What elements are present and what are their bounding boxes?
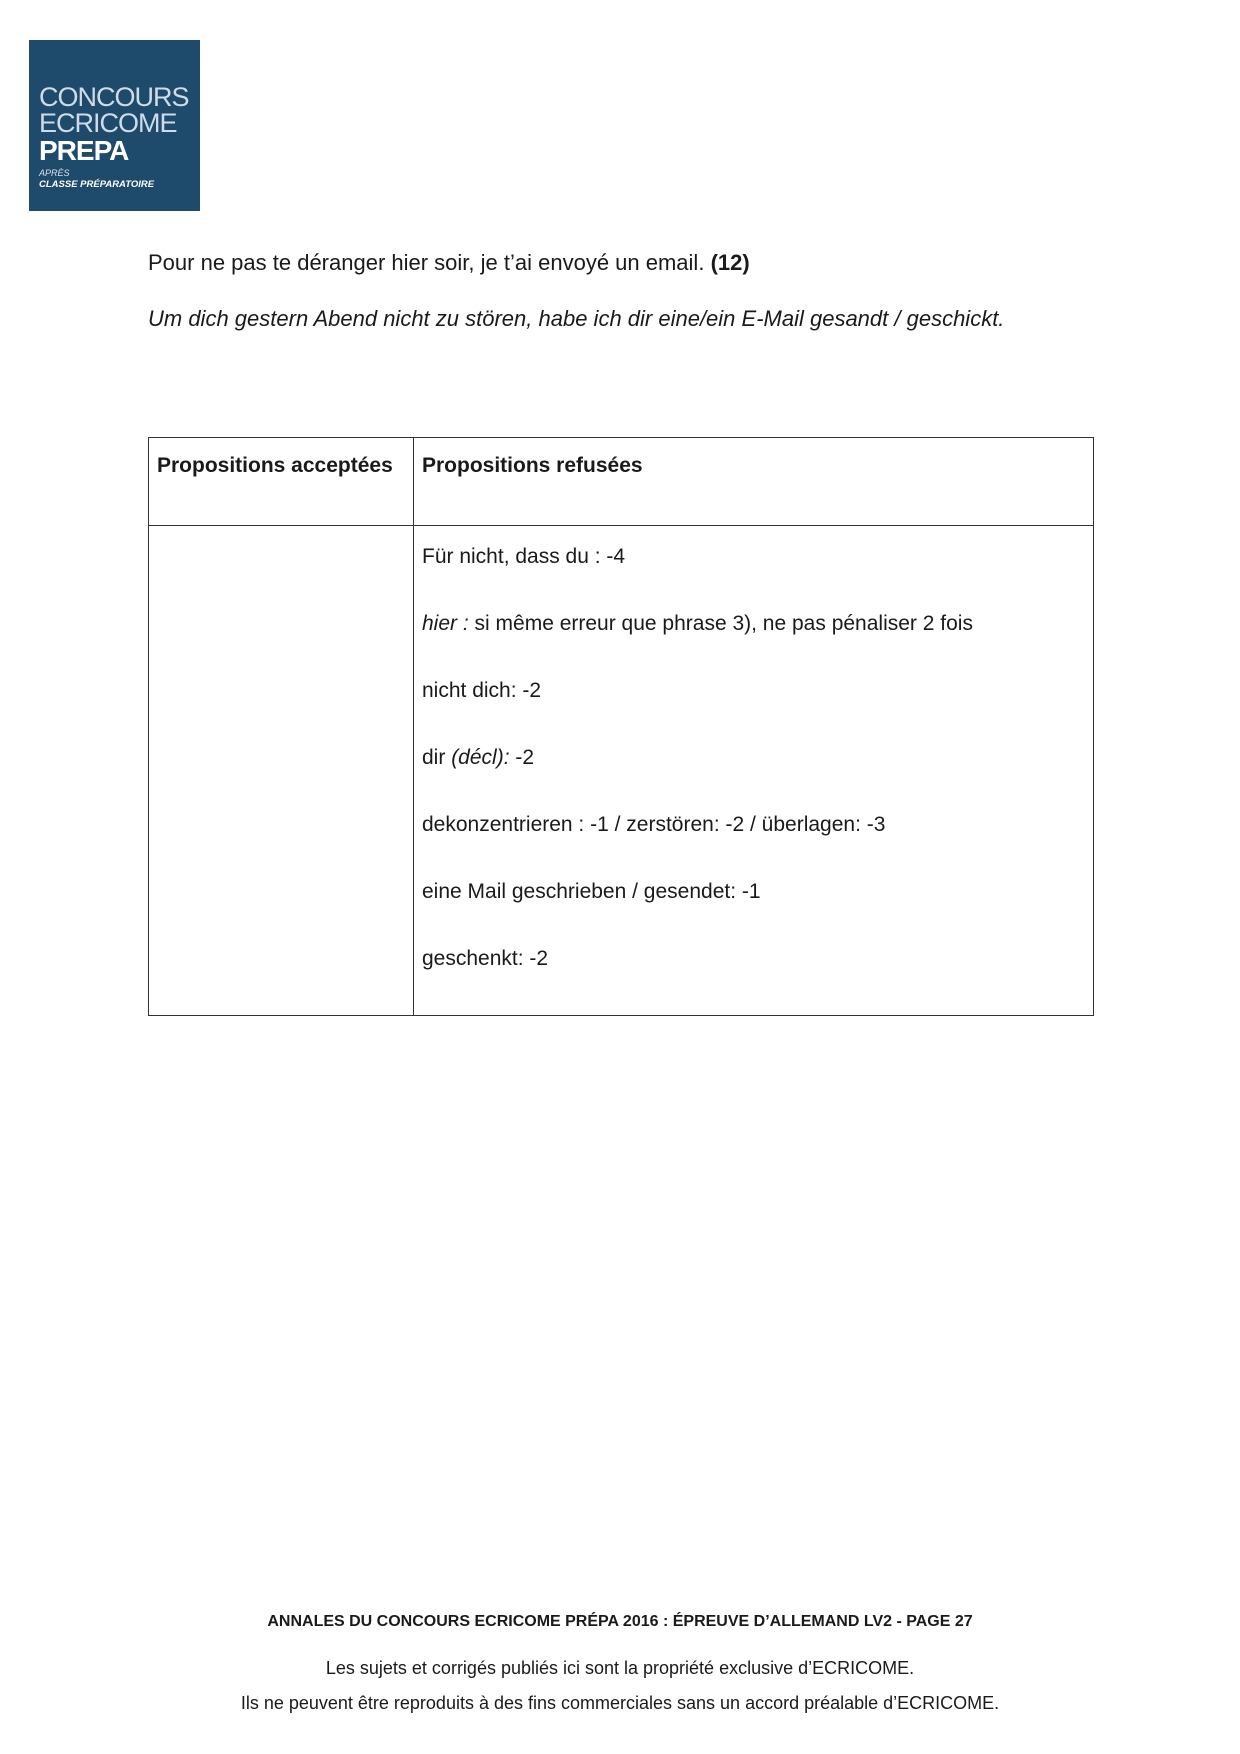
logo-line-prepa: PREPA [39, 135, 129, 166]
refused-item [422, 611, 1085, 678]
question-sentence [148, 250, 750, 276]
refused-item [422, 812, 1085, 879]
grading-table [148, 437, 1094, 1016]
refused-item [422, 946, 1085, 1013]
logo-line-concours: CONCOURS [39, 82, 189, 112]
refused-item-text: eine Mail geschrieben / gesendet: -1 [422, 880, 761, 903]
refused-item-text: nicht dich: -2 [422, 679, 542, 702]
refused-item-italic-mid: (décl): [451, 746, 510, 769]
footer-copyright-line-1: Les sujets et corrigés publiés ici sont la propriété exclusive d’ECRICOME. [325, 1658, 915, 1678]
refused-item-text: dekonzentrieren : -1 / zerstören: -2 / überlagen: -3 [422, 813, 886, 836]
footer-copyright-line-2: Ils ne peuvent être reproduits à des fins commerciales sans un accord préalable d’ECRICOME. [240, 1693, 1000, 1713]
refused-item-rest: -2 [509, 746, 535, 769]
accepted-cell [149, 526, 414, 1016]
refused-item-italic: hier : [422, 612, 469, 635]
model-translation: Um dich gestern Abend nicht zu stören, habe ich dir eine/ein E-Mail gesandt / geschickt. [148, 306, 1005, 331]
header-refused: Propositions refusées [414, 438, 1094, 526]
header-accepted: Propositions acceptées [149, 438, 414, 526]
refused-item-text: si même erreur que phrase 3), ne pas pénaliser 2 fois [468, 612, 973, 635]
refused-item [422, 544, 1085, 611]
refused-item-text: Für nicht, dass du : -4 [422, 545, 626, 568]
logo-line-ecricome: ECRICOME [39, 108, 177, 138]
grading-table-header-row [149, 438, 1094, 526]
refused-item-text: dir [422, 746, 452, 769]
refused-list [422, 544, 1085, 1013]
refused-item [422, 879, 1085, 946]
footer-title: ANNALES DU CONCOURS ECRICOME PRÉPA 2016 : ÉPREUVE D’ALLEMAND LV2 - PAGE 27 [267, 1613, 973, 1630]
refused-cell [414, 526, 1094, 1016]
refused-item [422, 745, 1085, 812]
question-points: (12) [710, 250, 750, 275]
grading-table-body-row [149, 526, 1094, 1016]
ecricome-logo [29, 40, 200, 211]
refused-item-text: geschenkt: -2 [422, 947, 549, 970]
question-text: Pour ne pas te déranger hier soir, je t’ai envoyé un email. [148, 250, 705, 275]
refused-item [422, 678, 1085, 745]
logo-line-apres: APRÈS [39, 168, 70, 178]
logo-line-classe-preparatoire: CLASSE PRÉPARATOIRE [39, 179, 155, 190]
